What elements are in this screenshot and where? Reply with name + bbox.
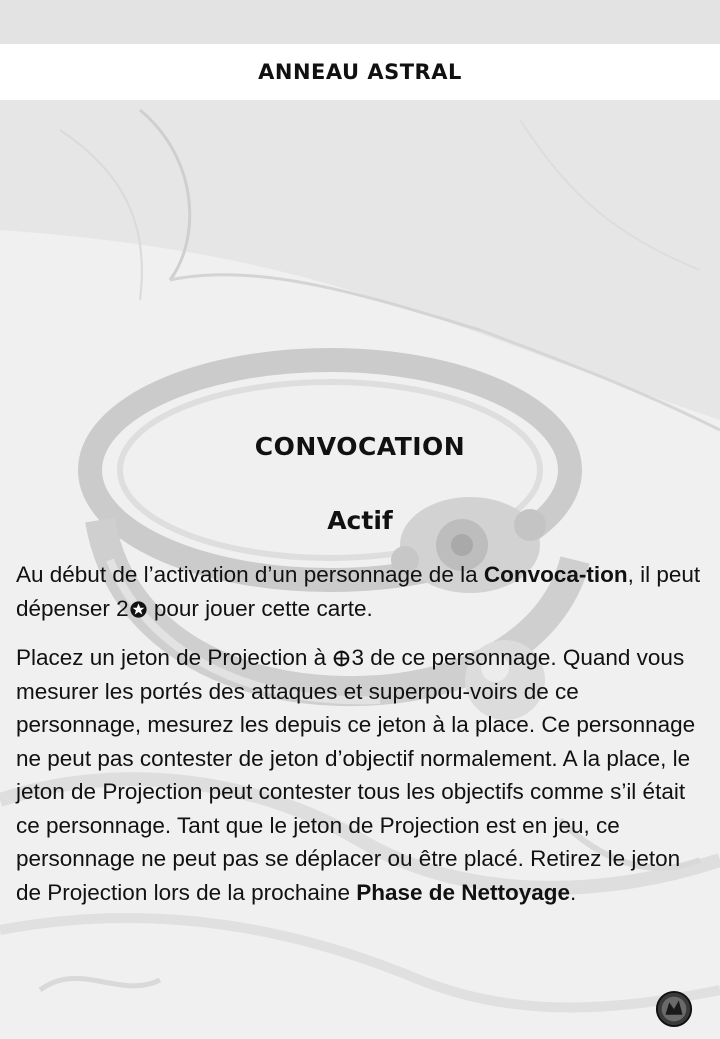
power-point-icon bbox=[130, 601, 147, 618]
rules-paragraph-1 bbox=[16, 558, 704, 625]
rules-text-segment: 3 de ce personnage. Quand vous mesurer les portés des attaques et superpou-voirs de ce personnage, mesurez les depuis ce jeton à la place. Ce personnage ne peut pas contester de jeton d’objectif normalement. A la place, le jeton de Projection peut contester tous les objectifs comme s’il était ce personnage. Tant que le jeton de Projection est en jeu, ce personnage ne peut pas se déplacer ou être placé. Retirez le jeton de Projection lors de la prochaine bbox=[16, 645, 696, 905]
rules-text-segment: , il peut dépenser 2 bbox=[16, 562, 701, 621]
range-crosshair-icon bbox=[333, 650, 350, 667]
rules-text-segment: . bbox=[570, 879, 577, 905]
card-title: ANNEAU ASTRAL bbox=[258, 60, 462, 84]
rules-text bbox=[16, 558, 704, 909]
subsection-title: Actif bbox=[327, 506, 393, 535]
rules-keyword: Convoca-tion bbox=[483, 562, 628, 587]
rules-text-segment: pour jouer cette carte. bbox=[147, 595, 373, 621]
faction-emblem-icon bbox=[655, 990, 693, 1028]
title-bar bbox=[0, 44, 720, 100]
rules-keyword: Phase de Nettoyage bbox=[356, 879, 571, 905]
rules-text-segment: Au début de l’activation d’un personnage de la bbox=[16, 562, 484, 587]
rules-text-segment: Placez un jeton de Projection à bbox=[16, 645, 333, 670]
rules-paragraph-2 bbox=[16, 641, 704, 909]
section-title: CONVOCATION bbox=[254, 432, 466, 461]
